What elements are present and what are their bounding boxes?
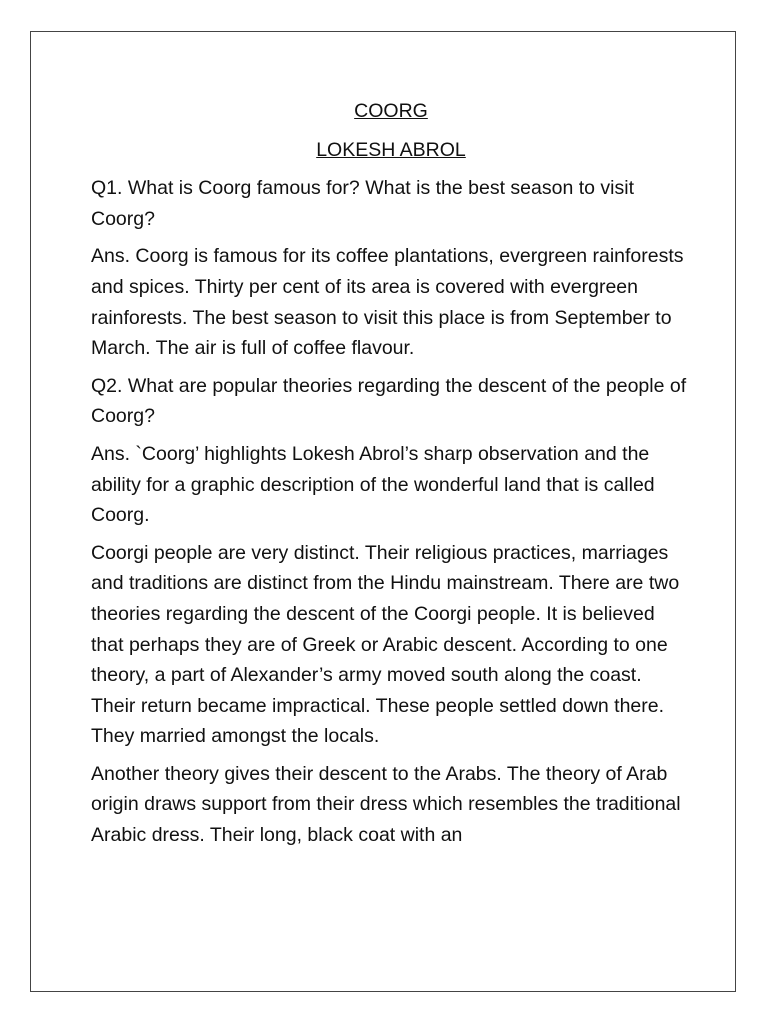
document-author: LOKESH ABROL: [316, 138, 466, 161]
paragraph-answer-1: Ans. Coorg is famous for its coffee plantations, evergreen rainforests and spices. Thirty per cent of its area is covered with evergreen rainforests. The best season to visit this place is from September to March. The air is full of coffee flavour.: [91, 245, 684, 360]
document-title: COORG: [354, 100, 428, 122]
paragraph-arab-theory: Another theory gives their descent to the Arabs. The theory of Arab origin draws support from their dress which resembles the traditional Arabic dress. Their long, black coat with an: [91, 762, 681, 847]
paragraph-coorgi-people: Coorgi people are very distinct. Their religious practices, marriages and traditions are distinct from the Hindu mainstream. There are two theories regarding the descent of the Coorgi people. It is believed that perhaps they are of Greek or Arabic descent. According to one theory, a part of Alexander’s army moved south along the coast. Their return became impractical. These people settled down there. They married amongst the locals.: [91, 541, 680, 748]
paragraph-q1: Q1. What is Coorg famous for? What is the best season to visit Coorg?: [91, 177, 634, 230]
document-body: [91, 96, 691, 858]
paragraph-answer-2: Ans. `Coorg’ highlights Lokesh Abrol’s sharp observation and the ability for a graphic description of the wonderful land that is called Coorg.: [91, 442, 655, 527]
paragraph-q2: Q2. What are popular theories regarding the descent of the people of Coorg?: [91, 374, 687, 428]
document-page: [30, 31, 736, 992]
